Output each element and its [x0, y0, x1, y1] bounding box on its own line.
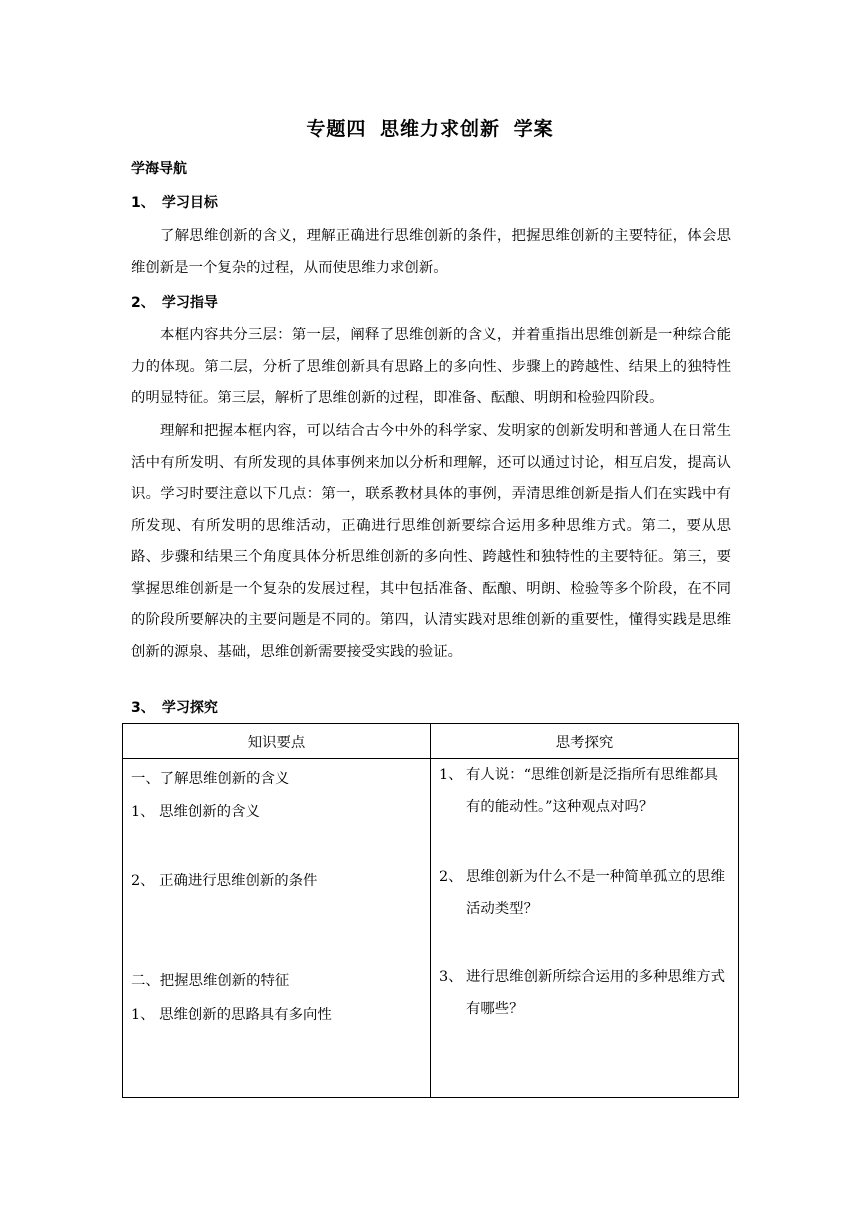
inquiry-question: [439, 862, 731, 925]
guide-number: 2、: [131, 295, 155, 311]
goals-heading-text: 学习目标: [161, 195, 218, 211]
explore-heading: [131, 697, 218, 717]
study-table: [122, 723, 739, 1098]
knowledge-item: 1、 思维创新的思路具有多向性: [131, 1007, 332, 1023]
inquiry-cell: [431, 759, 739, 1098]
knowledge-item: 2、 正确进行思维创新的条件: [131, 873, 318, 889]
document-title: 专题四 思维力求创新 学案: [306, 118, 554, 140]
goals-paragraph: 了解思维创新的含义，理解正确进行思维创新的条件，把握思维创新的主要特征，体会思维创新是一个复杂的过程，从而使思维力求创新。: [131, 228, 731, 276]
guide-heading: [131, 292, 218, 312]
knowledge-cell: [123, 759, 431, 1098]
question-text: 思维创新为什么不是一种简单孤立的思维活动类型？: [466, 869, 726, 917]
goals-number: 1、: [131, 195, 155, 211]
question-number: 2、: [439, 869, 463, 885]
section-heading: 学海导航: [131, 161, 187, 177]
guide-heading-text: 学习指导: [161, 295, 218, 311]
header-thinking-inquiry: 思考探究: [431, 724, 739, 759]
question-number: 1、: [439, 767, 463, 783]
knowledge-item: 1、 思维创新的含义: [131, 804, 260, 820]
explore-heading-text: 学习探究: [161, 700, 218, 716]
table-row: [123, 759, 739, 1098]
inquiry-question: [439, 760, 731, 823]
header-knowledge-points: 知识要点: [123, 724, 431, 759]
question-number: 3、: [439, 969, 463, 985]
explore-number: 3、: [131, 700, 155, 716]
guide-paragraph-2: 理解和把握本框内容，可以结合古今中外的科学家、发明家的创新发明和普通人在日常生活中有所发明、有所发现的具体事例来加以分析和理解，还可以通过讨论，相互启发，提高认识。学习时要注意以下几点：第一，联系教材具体的事例，弄清思维创新是指人们在实践中有所发现、有所发明的思维活动，正确进行思维创新要综合运用多种思维方式。第二，要从思路、步骤和结果三个角度具体分析思维创新的多向性、跨越性和独特性的主要特征。第三，要掌握思维创新是一个复杂的发展过程，其中包括准备、酝酿、明朗、检验等多个阶段，在不同的阶段所要解决的主要问题是不同的。第四，认清实践对思维创新的重要性，懂得实践是思维创新的源泉、基础，思维创新需要接受实践的验证。: [131, 423, 731, 660]
guide-paragraph-1: 本框内容共分三层：第一层，阐释了思维创新的含义，并着重指出思维创新是一种综合能力的体现。第二层，分析了思维创新具有思路上的多向性、步骤上的跨越性、结果上的独特性的明显特征。第三层，解析了思维创新的过程，即准备、酝酿、明朗和检验四阶段。: [131, 327, 731, 406]
question-text: 有人说：“思维创新是泛指所有思维都具有的能动性。”这种观点对吗？: [466, 767, 718, 815]
knowledge-item: 二、把握思维创新的特征: [131, 973, 290, 989]
question-text: 进行思维创新所综合运用的多种思维方式有哪些？: [466, 969, 726, 1017]
knowledge-item: 一、了解思维创新的含义: [131, 771, 290, 787]
inquiry-question: [439, 962, 731, 1025]
goals-heading: [131, 192, 218, 212]
table-header-row: [123, 724, 739, 759]
